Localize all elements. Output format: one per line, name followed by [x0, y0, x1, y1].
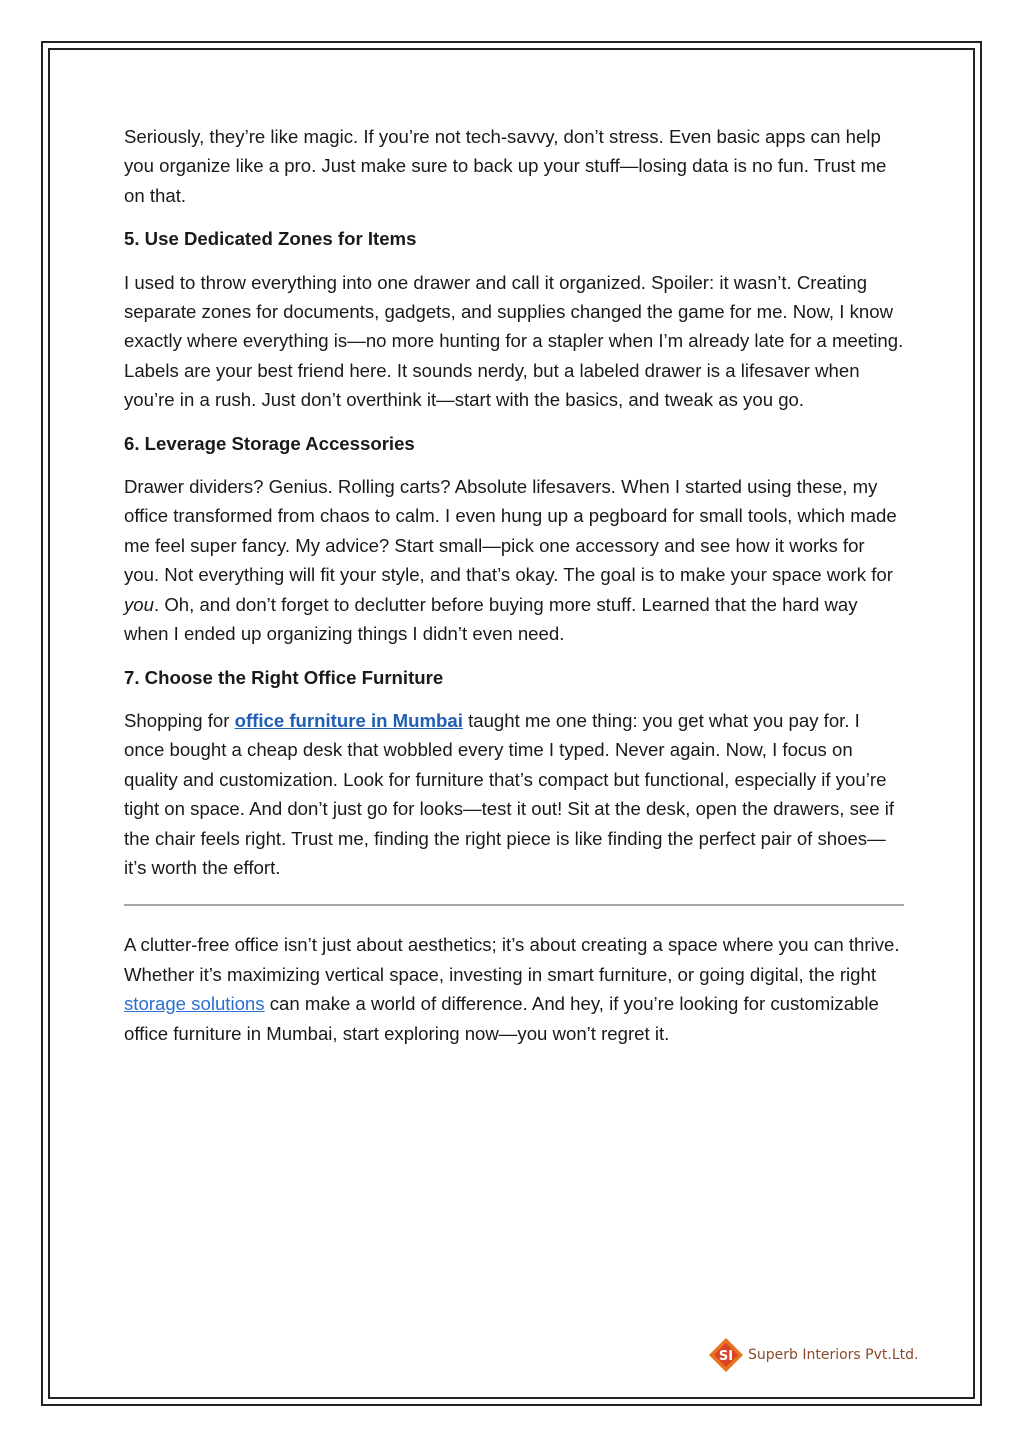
section-divider: [124, 904, 904, 906]
conclusion-text-a: A clutter-free office isn’t just about aesthetics; it’s about creating a space where you can thrive. Whether it’s maximizing vertical space, investing in smart furniture, or going digital, the right: [124, 934, 900, 985]
section-6-heading: 6. Leverage Storage Accessories: [124, 432, 415, 454]
section-7-text-b: taught me one thing: you get what you pay for. I once bought a cheap desk that wobbled every time I typed. Never again. Now, I focus on quality and customization. Look for furniture that’s compact but functional, especially if you’re tight on space. And don’t just go for looks—test it out! Sit at the desk, open the drawers, see if the chair feels right. Trust me, finding the right piece is like finding the perfect pair of shoes—it’s worth the effort.: [124, 709, 895, 878]
storage-solutions-link[interactable]: storage solutions: [124, 993, 265, 1015]
section-6-body: [124, 472, 904, 648]
section-7-body: [124, 706, 904, 882]
logo-initials: SI: [718, 1349, 734, 1364]
section-7-heading: 7. Choose the Right Office Furniture: [124, 666, 444, 688]
section-5-heading: 5. Use Dedicated Zones for Items: [124, 228, 417, 250]
section-6-emphasis: you: [124, 593, 154, 615]
section-5-body: I used to throw everything into one drawer and call it organized. Spoiler: it wasn’t. Creating separate zones for documents, gadgets, and supplies changed the game for me. Now, I know exactly where everything is—no more hunting for a stapler when I’m already late for a meeting. Labels are your best friend here. It sounds nerdy, but a labeled drawer is a lifesaver when you’re in a rush. Just don’t overthink it—start with the basics, and tweak as you go.: [124, 271, 904, 411]
section-7-text-a: Shopping for: [124, 709, 235, 731]
conclusion-text-b: can make a world of difference. And hey, if you’re looking for customizable office furniture in Mumbai, start exploring now—you won’t regret it.: [124, 993, 879, 1044]
office-furniture-link[interactable]: office furniture in Mumbai: [234, 709, 463, 731]
conclusion-paragraph: [124, 930, 904, 1048]
intro-paragraph: Seriously, they’re like magic. If you’re not tech-savvy, don’t stress. Even basic apps can help you organize like a pro. Just make sure to back up your stuff—losing data is no fun. Trust me on that.: [124, 126, 887, 206]
company-logo: [708, 1337, 918, 1373]
section-6-text-a: Drawer dividers? Genius. Rolling carts? Absolute lifesavers. When I started using these, my office transformed from chaos to calm. I even hung up a pegboard for small tools, which made me feel super fancy. My advice? Start small—pick one accessory and see how it works for you. Not everything will fit your style, and that’s okay. The goal is to make your space work for: [124, 476, 897, 586]
logo-mark-icon: [708, 1337, 744, 1373]
section-6-text-b: . Oh, and don’t forget to declutter before buying more stuff. Learned that the hard way when I ended up organizing things I didn’t even need.: [124, 593, 858, 645]
company-name: Superb Interiors Pvt.Ltd.: [748, 1347, 919, 1363]
document-body: [124, 122, 904, 1062]
